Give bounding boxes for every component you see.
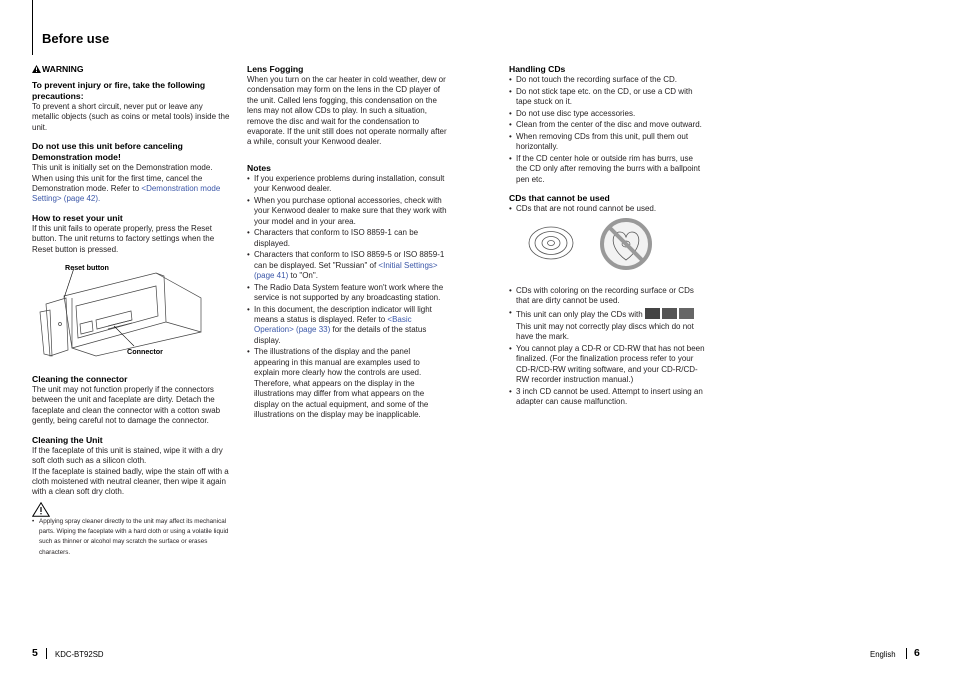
handling-cds-heading: Handling CDs (509, 64, 566, 74)
prohibited-heart-disc-icon (599, 216, 653, 272)
footer-separator-left (46, 648, 47, 659)
reset-button-label: Reset button (65, 263, 109, 273)
lens-fogging-heading: Lens Fogging (247, 64, 304, 74)
warning-label-line (32, 64, 232, 75)
note-item: • The illustrations of the display and the panel appearing in this manual are examples used to explain more clearly how the controls are used. Therefore, what appears on the display in the illustrations may differ from what appears on the display on the actual equipment, and some of the illustrations on the display may be inapplicable. (247, 347, 447, 420)
warning-triangle-icon (32, 65, 41, 73)
header-rule (32, 0, 33, 55)
language-label: English (870, 650, 896, 659)
cannot-item: • 3 inch CD cannot be used. Attempt to insert using an adapter can cause malfunction. (509, 387, 705, 408)
note-item: • If you experience problems during installation, consult your Kenwood dealer. (247, 174, 447, 195)
warning-text: To prevent a short circuit, never put or leave any metallic objects (such as coins or metal tools) inside the unit. (32, 102, 230, 132)
clean-unit-text-1: If the faceplate of this unit is stained, wipe it with a dry soft cloth such as a silicon cloth. (32, 445, 223, 466)
caution-triangle-icon (32, 502, 50, 517)
demo-mode-link[interactable]: <Demonstration mode Setting> (page 42). (32, 184, 221, 204)
notes-list (247, 174, 447, 420)
cannot-item: • You cannot play a CD-R or CD-RW that has not been finalized. (For the finalization process refer to your CD-R/CD-RW writing software, and your CD-R/CD-RW recorder instruction manual.) (509, 344, 705, 386)
caution-list (32, 517, 232, 558)
demo-heading: Do not use this unit before canceling Demonstration mode! (32, 141, 183, 163)
left-page-number: 5 (32, 647, 38, 659)
right-page-number: 6 (914, 647, 920, 659)
cds-cannot-heading: CDs that cannot be used (509, 193, 610, 203)
cannot-item: • CDs with coloring on the recording surface or CDs that are dirty cannot be used. (509, 286, 705, 307)
handling-item: • When removing CDs from this unit, pull them out horizontally. (509, 132, 705, 153)
round-disc-icon (527, 224, 575, 262)
compact-disc-rewritable-logo-icon (679, 308, 694, 319)
handling-item: • Do not use disc type accessories. (509, 109, 705, 119)
unit-illustration (36, 268, 232, 358)
note-item (247, 250, 447, 281)
cannot-item (509, 308, 705, 343)
note-text: for the details of the status display. (254, 325, 427, 345)
reset-figure (32, 258, 232, 372)
cannot-text: This unit can only play the CDs with (516, 309, 643, 319)
reset-heading: How to reset your unit (32, 212, 123, 223)
note-item: • When you purchase optional accessories, check with your Kenwood dealer to make sure that they work with your model and in your area. (247, 196, 447, 227)
demo-paragraph (32, 163, 232, 205)
clean-connector-heading: Cleaning the connector (32, 374, 128, 385)
disc-illustrations (509, 216, 705, 278)
clean-unit-text-2: If the faceplate is stained badly, wipe the stain off with a cloth moistened with neutral cleaner, then wipe it again with a clean soft dry cloth. (32, 466, 229, 497)
column-left (32, 64, 232, 559)
compact-disc-logo-icon (645, 308, 660, 319)
handling-list (509, 75, 705, 185)
connector-label: Connector (127, 347, 163, 357)
note-item: • Characters that conform to ISO 8859-1 can be displayed. (247, 228, 447, 249)
clean-connector-text: The unit may not function properly if the connectors between the unit and faceplate are dirty. Detach the faceplate and clean the connector with a cotton swab gently, being careful not to damage the connector. (32, 385, 221, 426)
note-text: to "On". (288, 271, 318, 281)
handling-item: • Do not touch the recording surface of the CD. (509, 75, 705, 85)
cannot-list (509, 204, 705, 214)
column-right (509, 64, 705, 409)
page-title: Before use (42, 31, 110, 46)
warning-heading: To prevent injury or fire, take the following precautions: (32, 80, 206, 101)
handling-item: • If the CD center hole or outside rim has burrs, use the CD only after removing the burrs with a ballpoint pen etc. (509, 154, 705, 185)
note-item (247, 305, 447, 347)
demo-text: This unit is initially set on the Demonstration mode. When using this unit for the first time, cancel the Demonstration mode. Refer to (32, 163, 213, 194)
notes-heading: Notes (247, 162, 271, 173)
basic-operation-link[interactable]: <Basic Operation> (page 33) (254, 315, 412, 335)
note-text: In this document, the description indicator will light means a status is displayed. Refer to (254, 304, 432, 325)
footer-separator-right (906, 648, 907, 659)
note-item: • The Radio Data System feature won't work where the service is not supported by any broadcasting station. (247, 283, 447, 304)
caution-item: • Applying spray cleaner directly to the unit may affect its mechanical parts. Wiping the faceplate with a hard cloth or using a volatile liquid such as thinner or alcohol may scratch the surface or erases characters. (32, 517, 232, 558)
handling-item: • Clean from the center of the disc and move outward. (509, 120, 705, 130)
cannot-list-2 (509, 286, 705, 408)
handling-item: • Do not stick tape etc. on the CD, or use a CD with tape stuck on it. (509, 87, 705, 108)
cannot-text: This unit may not correctly play discs which do not have the mark. (516, 322, 694, 342)
reset-text: If this unit fails to operate properly, press the Reset button. The unit returns to factory settings when the Reset button is pressed. (32, 223, 215, 254)
column-middle (247, 64, 447, 422)
compact-disc-text-logo-icon (662, 308, 677, 319)
model-number: KDC-BT92SD (55, 650, 104, 659)
note-text: Characters that conform to ISO 8859-5 or ISO 8859-1 can be displayed. Set "Russian" of (254, 250, 445, 270)
clean-unit-heading: Cleaning the Unit (32, 434, 103, 445)
warning-label: WARNING (42, 64, 84, 74)
lens-fogging-text: When you turn on the car heater in cold weather, dew or condensation may form on the lens in the CD player of the unit. Called lens fogging, this condensation on the lens may not allow CDs to play. In such a situation, remove the disc and wait for the condensation to evaporate. If the unit still does not operate normally after a while, consult your Kenwood dealer. (247, 75, 447, 147)
cannot-item: • CDs that are not round cannot be used. (509, 204, 705, 214)
initial-settings-link[interactable]: <Initial Settings> (page 41) (254, 260, 438, 281)
